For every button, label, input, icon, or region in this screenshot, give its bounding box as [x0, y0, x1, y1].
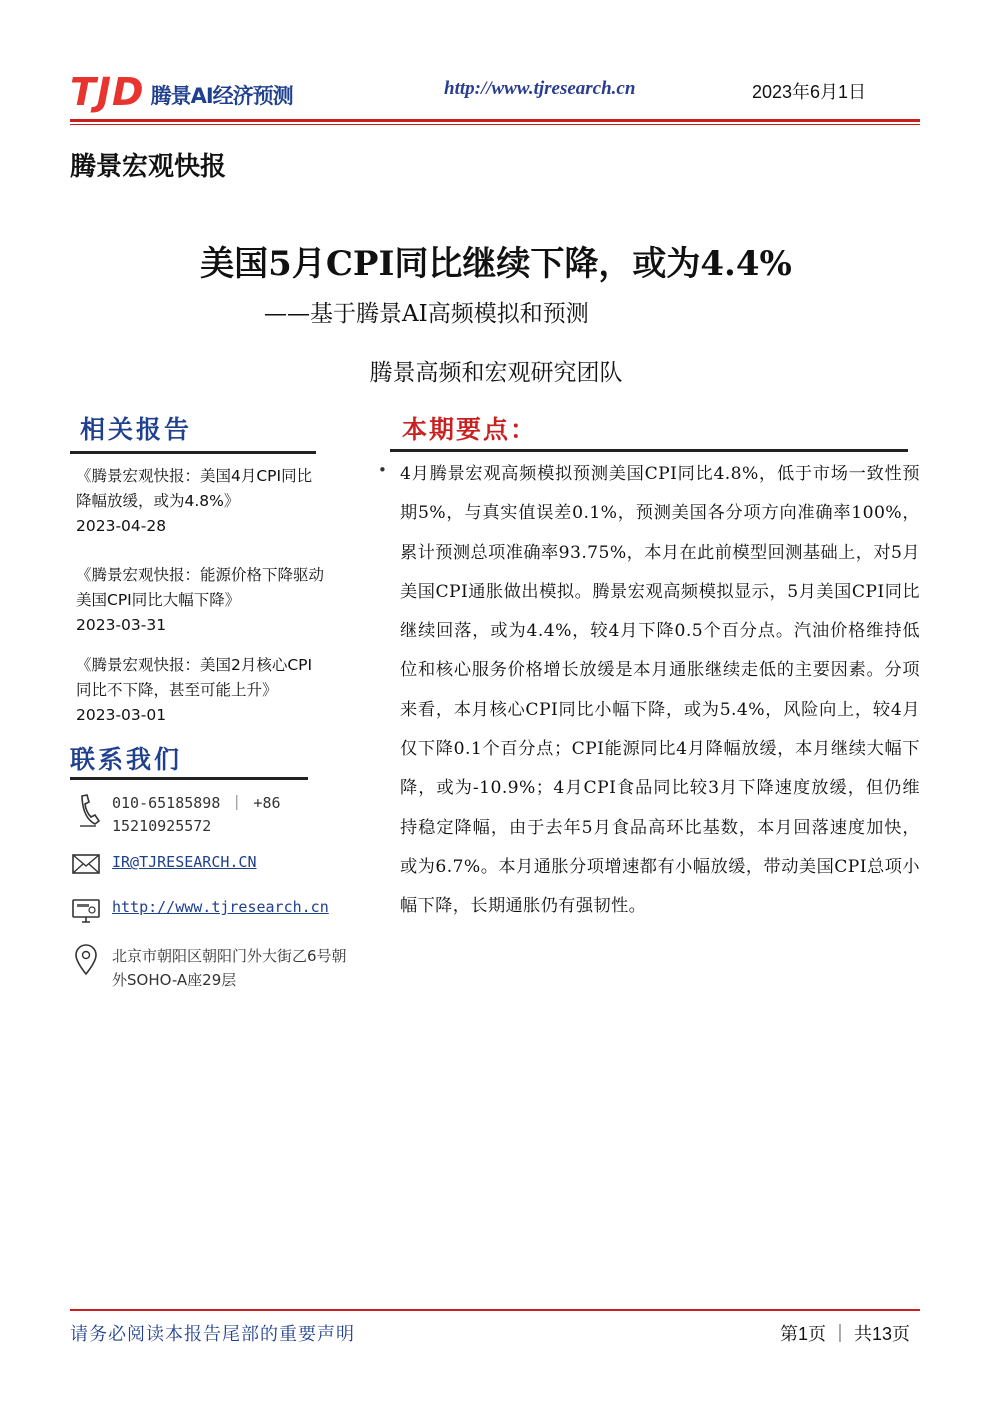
page-number: 第1页 ｜ 共13页 — [780, 1324, 911, 1344]
footer-disclaimer-notice: 请务必阅读本报告尾部的重要声明 — [70, 1324, 355, 1345]
related-report-title[interactable]: 《腾景宏观快报：美国4月CPI同比降幅放缓，或为4.8%》 — [76, 467, 313, 510]
contact-website-row — [72, 898, 362, 926]
contact-address: 北京市朝阳区朝阳门外大街乙6号朝外SOHO-A座29层 — [112, 947, 347, 989]
brand-logo — [70, 70, 370, 114]
bullet-marker: • — [378, 461, 387, 479]
header-rule-thin — [70, 124, 920, 125]
related-report-item[interactable] — [76, 653, 326, 728]
logo-text: 腾景AI经济预测 — [150, 84, 293, 108]
location-pin-icon — [72, 944, 100, 972]
related-report-date: 2023-04-28 — [76, 517, 167, 535]
contact-phone[interactable]: 010-65185898 ｜ +86 15210925572 — [112, 794, 281, 835]
phone-icon — [72, 792, 100, 820]
contact-heading: 联系我们 — [70, 745, 183, 774]
key-points-body: 4月腾景宏观高频模拟预测美国CPI同比4.8%，低于市场一致性预期5%，与真实值误差0.1%，预测美国各分项方向准确率100%，累计预测总项准确率93.75%，本月在此前模型回测基础上，对5月美国CPI通胀做出模拟。腾景宏观高频模拟显示，5月美国CPI同比继续回落，或为4.4%，较4月下降0.5个百分点。汽油价格维持低位和核心服务价格增长放缓是本月通胀继续走低的主要因素。分项来看，本月核心CPI同比小幅下降，或为5.4%，风险向上，较4月仅下降0.1个百分点；CPI能源同比4月降幅放缓，本月继续大幅下降，或为-10.9%；4月CPI食品同比较3月下降速度放缓，但仍维持稳定降幅，由于去年5月食品高环比基数，本月回落速度加快，或为6.7%。本月通胀分项增速都有小幅放缓，带动美国CPI总项小幅下降，长期通胀仍有强韧性。 — [400, 464, 920, 917]
header-website-link[interactable]: http://www.tjresearch.cn — [444, 78, 636, 99]
page-title: 美国5月CPI同比继续下降，或为4.4% — [200, 244, 792, 284]
mail-icon — [72, 853, 100, 881]
contact-website-link[interactable]: http://www.tjresearch.cn — [112, 898, 329, 916]
footer-rule — [70, 1309, 920, 1311]
author-team: 腾景高频和宏观研究团队 — [369, 360, 623, 386]
related-report-date: 2023-03-01 — [76, 706, 167, 724]
page-subtitle: ——基于腾景AI高频模拟和预测 — [264, 301, 589, 327]
contact-email-row — [72, 853, 362, 881]
logo-mark: TJD — [70, 70, 145, 114]
report-date: 2023年6月1日 — [752, 82, 867, 102]
contact-phone-row — [72, 792, 362, 838]
contact-email-link[interactable]: IR@TJRESEARCH.CN — [112, 853, 257, 871]
related-report-title[interactable]: 《腾景宏观快报：美国2月核心CPI同比不下降，甚至可能上升》 — [76, 656, 313, 699]
header-rule — [70, 119, 920, 122]
key-points-rule — [390, 449, 908, 452]
contact-rule — [70, 777, 308, 780]
monitor-icon — [72, 898, 100, 926]
related-report-date: 2023-03-31 — [76, 616, 167, 634]
key-points-heading: 本期要点： — [402, 415, 538, 444]
related-reports-rule — [70, 451, 316, 454]
report-type: 腾景宏观快报 — [70, 152, 227, 182]
contact-address-row — [72, 944, 362, 992]
related-report-item[interactable] — [76, 563, 326, 638]
related-reports-heading: 相关报告 — [80, 415, 193, 444]
related-report-title[interactable]: 《腾景宏观快报：能源价格下降驱动美国CPI同比大幅下降》 — [76, 566, 325, 609]
related-report-item[interactable] — [76, 464, 326, 539]
